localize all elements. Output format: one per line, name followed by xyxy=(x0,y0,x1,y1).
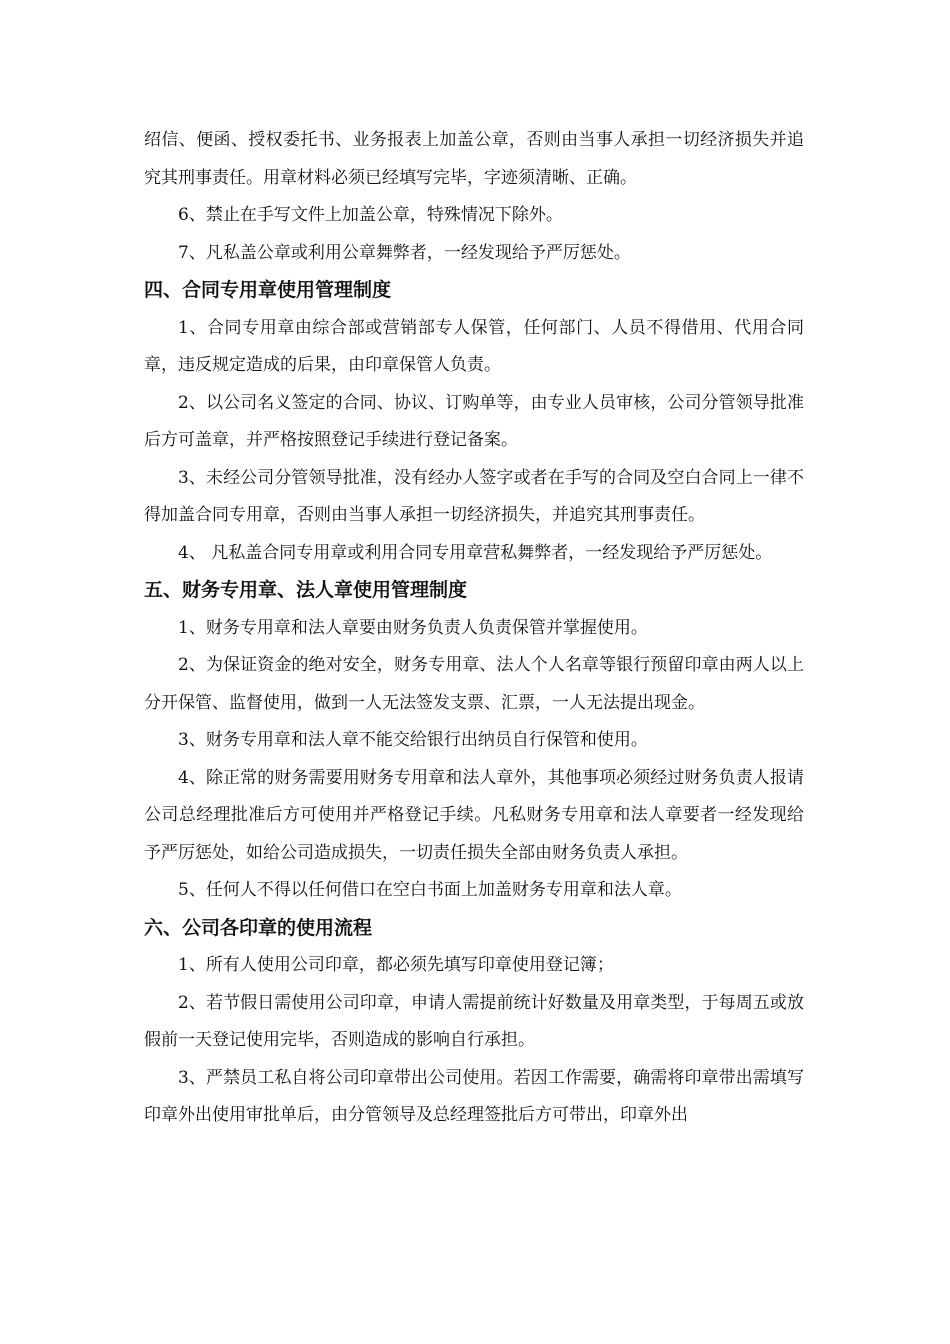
paragraph: 1、财务专用章和法人章要由财务负责人负责保管并掌握使用。 xyxy=(178,617,648,638)
paragraph: 3、财务专用章和法人章不能交给银行出纳员自行保管和使用。 xyxy=(178,730,648,750)
section-heading-4: 四、合同专用章使用管理制度 xyxy=(144,279,392,301)
paragraph-continued: 绍信、便函、授权委托书、业务报表上加盖公章，否则由当事人承担一切经济损失并追究其刑事责任。用章材料必须已经填写完毕，字迹须清晰、正确。 xyxy=(144,130,804,188)
paragraph: 3、未经公司分管领导批准，没有经办人签字或者在手写的合同及空白合同上一律不得加盖合同专用章，否则由当事人承担一切经济损失，并追究其刑事责任。 xyxy=(144,467,804,525)
section-heading-6: 六、公司各印章的使用流程 xyxy=(144,916,373,939)
section-heading-5: 五、财务专用章、法人章使用管理制度 xyxy=(144,579,468,601)
paragraph: 2、以公司名义签定的合同、协议、订购单等，由专业人员审核，公司分管领导批准后方可盖章，并严格按照登记手续进行登记备案。 xyxy=(144,392,804,450)
paragraph: 1、所有人使用公司印章，都必须先填写印章使用登记簿； xyxy=(178,955,614,975)
paragraph: 4、除正常的财务需要用财务专用章和法人章外，其他事项必须经过财务负责人报请公司总经理批准后方可使用并严格登记手续。凡私财务专用章和法人章要者一经发现给予严厉惩处，如给公司造成损失，一切责任损失全部由财务负责人承担。 xyxy=(144,767,804,863)
paragraph-rule-6: 6、禁止在手写文件上加盖公章，特殊情况下除外。 xyxy=(178,205,563,225)
paragraph: 2、若节假日需使用公司印章，申请人需提前统计好数量及用章类型，于每周五或放假前一天登记使用完毕，否则造成的影响自行承担。 xyxy=(144,992,804,1050)
paragraph: 1、合同专用章由综合部或营销部专人保管，任何部门、人员不得借用、代用合同章，违反规定造成的后果，由印章保管人负责。 xyxy=(144,317,804,375)
document-body xyxy=(144,122,804,1135)
paragraph: 4、 凡私盖合同专用章或利用合同专用章营私舞弊者，一经发现给予严厉惩处。 xyxy=(178,542,773,563)
paragraph-rule-7: 7、凡私盖公章或利用公章舞弊者，一经发现给予严厉惩处。 xyxy=(178,242,631,263)
paragraph: 3、严禁员工私自将公司印章带出公司使用。若因工作需要，确需将印章带出需填写印章外出使用审批单后，由分管领导及总经理签批后方可带出，印章外出 xyxy=(144,1067,804,1125)
paragraph: 2、为保证资金的绝对安全，财务专用章、法人个人名章等银行预留印章由两人以上分开保管、监督使用，做到一人无法签发支票、汇票，一人无法提出现金。 xyxy=(144,655,804,713)
paragraph: 5、任何人不得以任何借口在空白书面上加盖财务专用章和法人章。 xyxy=(178,880,682,900)
